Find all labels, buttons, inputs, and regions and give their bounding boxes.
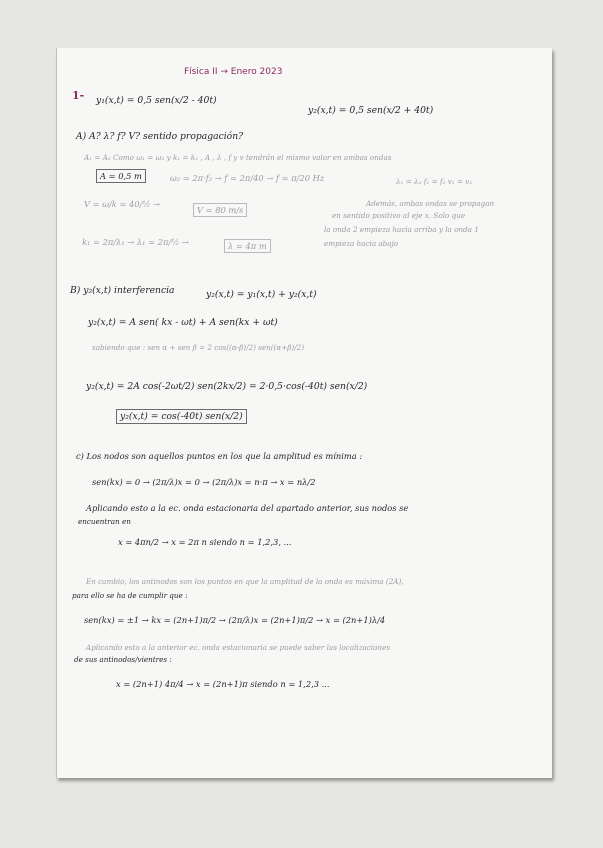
part-c-line-9: Aplicando esto a la anterior ec. onda estacionaria se puede saber las localizaciones	[86, 643, 391, 652]
part-a-wavelength-result: λ = 4π m	[224, 242, 271, 250]
paper-sheet	[56, 48, 552, 778]
part-a-question: A) A? λ? f? V? sentido propagación?	[76, 131, 244, 142]
part-b-result: y₂(x,t) = cos(-40t) sen(x/2)	[116, 412, 247, 421]
part-c-line-6: En cambio, los antinodos son los puntos en que la amplitud de la onda es máxima (2A),	[86, 577, 404, 586]
part-c-nodes-condition: sen(kx) = 0 → (2π/λ)x = 0 → (2π/λ)x = n·π → x = nλ/2	[92, 477, 316, 487]
part-c-line-4: encuentran en	[78, 517, 131, 526]
part-c-line-3: Aplicando esto a la ec. onda estacionaria del apartado anterior, sus nodos se	[86, 503, 409, 513]
part-b-title: B) y₂(x,t) interferencia	[70, 285, 175, 296]
part-c-antinodes-result: x = (2n+1) 4π/4 → x = (2n+1)π siendo n = 1,2,3 ...	[116, 679, 330, 689]
page-title: Física II → Enero 2023	[184, 67, 283, 77]
part-a-note-4: empieza hacia abajo	[324, 239, 399, 248]
problem-number: 1-	[72, 89, 85, 102]
part-b-line-1: y₂(x,t) = A sen( kx - ωt) + A sen(kx + ωt)	[88, 317, 278, 328]
part-a-equalities: λ₁ = λ₂ f₁ = f₂ v₁ = v₂	[396, 177, 473, 186]
part-b-line-3: y₂(x,t) = 2A cos(-2ωt/2) sen(2kx/2) = 2·0,5·cos(-40t) sen(x/2)	[86, 381, 368, 392]
part-a-frequency: ω₂ = 2π·f₂ → f = 2π/40 → f = π/20 Hz	[170, 173, 325, 183]
part-c-antinodes-condition: sen(kx) = ±1 → kx = (2n+1)π/2 → (2π/λ)x = (2n+1)π/2 → x = (2n+1)λ/4	[84, 615, 386, 625]
wave-y2-equation: y₂(x,t) = 0,5 sen(x/2 + 40t)	[308, 105, 434, 116]
part-c-line-10: de sus antinodos/vientres :	[74, 655, 172, 664]
part-c-nodes-result: x = 4πn/2 → x = 2π n siendo n = 1,2,3, ...	[118, 537, 292, 547]
part-a-line-1: A₁ = A₂ Como ω₁ = ω₂ y k₁ = k₂ , A , λ , f y v tendrán el mismo valor en ambas ondas	[84, 153, 392, 162]
part-b-superposition: y₂(x,t) = y₁(x,t) + y₂(x,t)	[206, 289, 317, 300]
part-a-speed-result: V = 80 m/s	[193, 206, 247, 214]
part-b-identity: sabiendo que : sen α + sen β = 2 cos((α-β)/2) sen((α+β)/2)	[92, 343, 304, 352]
wave-y1-equation: y₁(x,t) = 0,5 sen(x/2 - 40t)	[96, 95, 217, 106]
part-c-line-1: c) Los nodos son aquellos puntos en los que la amplitud es mínima :	[76, 451, 363, 461]
part-a-speed-calc: V = ω/k = 40/½ →	[84, 199, 161, 209]
part-a-wavelength-calc: k₁ = 2π/λ₁ → λ₁ = 2π/½ →	[82, 237, 189, 247]
part-a-note-3: la onda 2 empieza hacia arriba y la onda 1	[324, 225, 479, 234]
part-a-note-2: en sentido positivo al eje x. Solo que	[332, 211, 466, 220]
part-c-line-7: para ello se ha de cumplir que :	[72, 591, 188, 600]
part-a-note-1: Además, ambas ondas se propagan	[366, 199, 495, 208]
part-a-amplitude-result: A = 0,5 m	[96, 172, 146, 180]
